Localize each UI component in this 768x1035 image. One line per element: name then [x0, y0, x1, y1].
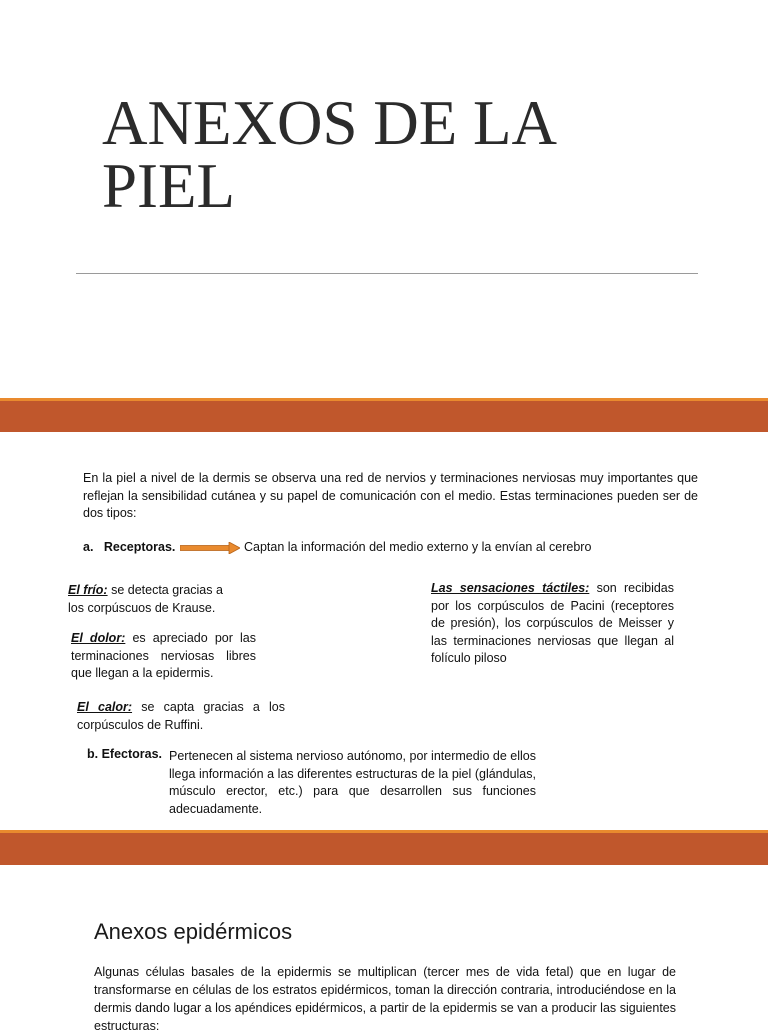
calor-term: El calor:: [77, 700, 133, 714]
frio-item: [68, 582, 238, 617]
slide-title: ANEXOS DE LA PIEL: [102, 88, 557, 221]
efectoras-description: Pertenecen al sistema nervioso autónomo, por intermedio de ellos llega información a las diferentes estructuras de la piel (glándulas, músculo erector, etc.) para que desarrollen sus funciones adecuadamente.: [169, 749, 536, 816]
dolor-item: [71, 630, 256, 683]
receptoras-row: [83, 539, 703, 557]
right-arrow-icon: [180, 542, 240, 554]
dolor-text: es apreciado por las terminaciones nerviosas libres que llegan a la epidermis.: [71, 631, 256, 680]
dolor-term: El dolor:: [71, 631, 126, 645]
receptoras-description: Captan la información del medio externo y la envían al cerebro: [244, 540, 592, 554]
separator-stripe: [0, 398, 768, 401]
tactiles-term: Las sensaciones táctiles:: [431, 581, 590, 595]
efectoras-label: b. Efectoras.: [87, 747, 163, 761]
section-heading: Anexos epidérmicos: [94, 919, 293, 944]
intro-paragraph: En la piel a nivel de la dermis se observa una red de nervios y terminaciones nerviosas muy importantes que reflejan la sensibilidad cutánea y su papel de comunicación con el medio. Estas terminaciones pueden ser de dos tipos:: [83, 471, 698, 520]
title-divider: [76, 273, 698, 274]
nerve-endings-slide: [0, 432, 768, 830]
frio-text: se detecta gracias a los corpúscuos de Krause.: [68, 583, 223, 615]
separator-stripe: [0, 830, 768, 833]
calor-text: se capta gracias a los corpúsculos de Ruffini.: [77, 700, 285, 732]
title-slide: [0, 0, 768, 398]
receptoras-label: a. Receptoras.: [83, 540, 176, 554]
tactiles-item: [431, 580, 674, 668]
tactiles-text: son recibidas por los corpúsculos de Pacini (receptores de presión), los corpúsculos de Meisser y las terminaciones nerviosas que llegan al folículo piloso: [431, 581, 674, 665]
slide-separator-band: [0, 830, 768, 865]
slide-separator-band: [0, 398, 768, 432]
anexos-body-paragraph: Algunas células basales de la epidermis se multiplican (tercer mes de vida fetal) que en lugar de transformarse en células de los estratos epidérmicos, toman la dirección contraria, introduciéndose en la dermis dando lugar a los apéndices epidérmicos, a partir de la epidermis se van a producir las siguientes estructuras:: [94, 965, 676, 1033]
calor-item: [77, 699, 285, 734]
frio-term: El frío:: [68, 583, 108, 597]
anexos-epidermicos-slide: [0, 865, 768, 1033]
